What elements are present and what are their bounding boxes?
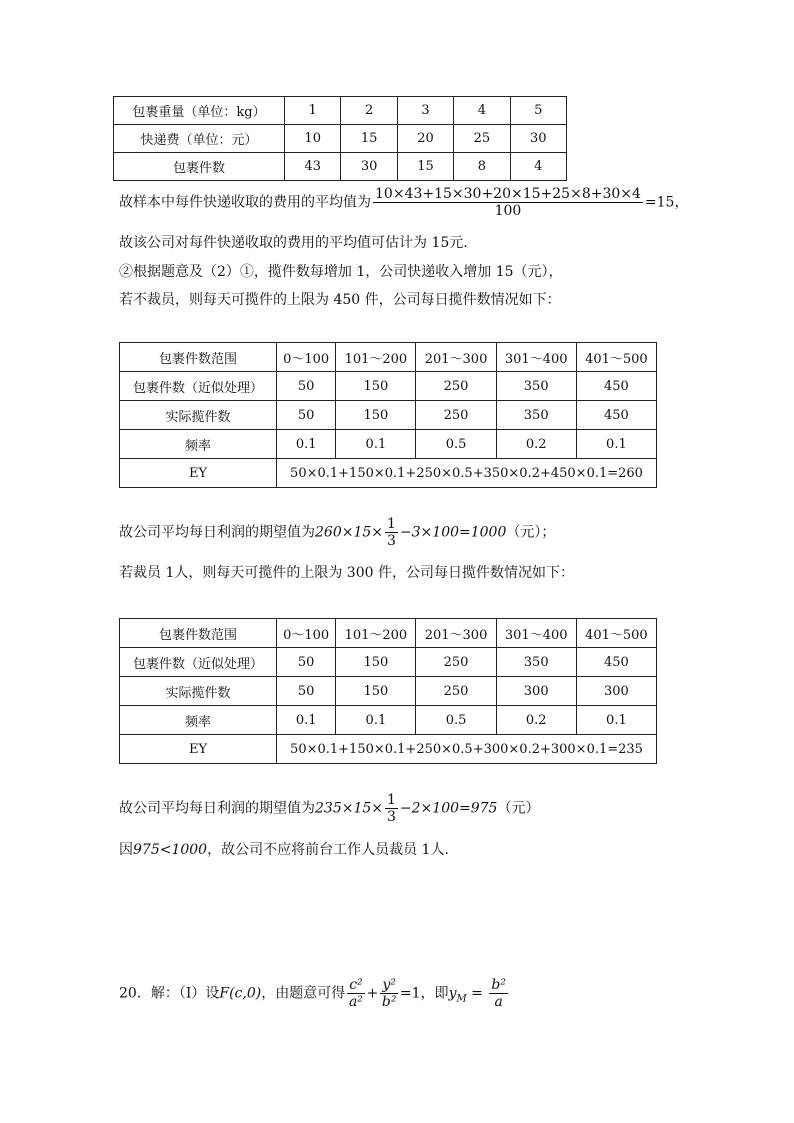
math: y bbox=[448, 985, 457, 1002]
table-cell: 350 bbox=[496, 401, 576, 430]
column-header: 包裹件数范围 bbox=[120, 343, 277, 372]
average-fee-line bbox=[119, 186, 688, 219]
table-cell: 0.1 bbox=[336, 430, 416, 459]
fraction bbox=[385, 792, 398, 825]
text: ，即 bbox=[420, 985, 449, 1002]
expectation-formula: 50×0.1+150×0.1+250×0.5+350×0.2+450×0.1=260 bbox=[277, 459, 657, 488]
fraction-numerator: 1 bbox=[387, 792, 396, 808]
math: −2×100=975 bbox=[399, 800, 498, 817]
math: 235×15× bbox=[315, 800, 383, 817]
table-cell: 25 bbox=[454, 125, 510, 153]
no-layoff-table bbox=[119, 342, 657, 488]
table-cell: 10 bbox=[285, 125, 341, 153]
text: （元）； bbox=[506, 524, 556, 541]
fraction-denominator: a² bbox=[348, 994, 363, 1010]
expected-profit-line-2 bbox=[119, 792, 539, 825]
math: =1 bbox=[399, 985, 421, 1002]
layoff-line: 若裁员 1人，则每天可揽件的上限为 300 件，公司每日揽件数情况如下： bbox=[119, 565, 574, 581]
fraction-numerator: 10×43+15×30+20×15+25×8+30×4 bbox=[375, 186, 641, 202]
table-cell: 30 bbox=[510, 125, 566, 153]
math: −3×100=1000 bbox=[399, 524, 507, 541]
table-cell: 0.1 bbox=[576, 430, 656, 459]
fraction bbox=[373, 186, 643, 219]
table-cell: 250 bbox=[416, 372, 496, 401]
row-label: 实际揽件数 bbox=[120, 677, 277, 706]
fraction-denominator: 3 bbox=[387, 809, 396, 825]
text: ，由题意可得 bbox=[261, 985, 346, 1002]
fraction-numerator: 1 bbox=[387, 516, 396, 532]
text: 故公司平均每日利润的期望值为 bbox=[119, 800, 315, 817]
table-cell: 30 bbox=[341, 153, 397, 181]
column-header: 401～500 bbox=[576, 343, 656, 372]
table-cell: 2 bbox=[341, 97, 397, 125]
table-cell: 50 bbox=[277, 372, 336, 401]
no-layoff-line: 若不裁员，则每天可揽件的上限为 450 件，公司每日揽件数情况如下： bbox=[119, 292, 561, 308]
table-cell: 4 bbox=[454, 97, 510, 125]
fraction bbox=[347, 977, 364, 1010]
text: 故公司平均每日利润的期望值为 bbox=[119, 524, 315, 541]
fraction-denominator: 3 bbox=[387, 533, 396, 549]
table-cell: 300 bbox=[496, 677, 576, 706]
column-header: 101～200 bbox=[336, 619, 416, 648]
estimate-line: 故该公司对每件快递收取的费用的平均值可估计为 15元. bbox=[119, 235, 468, 251]
table-cell: 15 bbox=[397, 153, 453, 181]
table-cell: 0.1 bbox=[336, 706, 416, 735]
table-cell: 0.2 bbox=[496, 706, 576, 735]
table-row bbox=[114, 97, 567, 125]
table-cell: 0.1 bbox=[277, 430, 336, 459]
text: 故样本中每件快递收取的费用的平均值为 bbox=[119, 194, 371, 211]
column-header: 401～500 bbox=[576, 619, 656, 648]
table-cell: 15 bbox=[341, 125, 397, 153]
fraction-denominator: a bbox=[494, 994, 503, 1010]
table-cell: 0.5 bbox=[416, 706, 496, 735]
table-cell: 250 bbox=[416, 648, 496, 677]
table-cell: 4 bbox=[510, 153, 566, 181]
table-cell: 1 bbox=[285, 97, 341, 125]
table-cell: 0.5 bbox=[416, 430, 496, 459]
row-label: 快递费（单位：元） bbox=[114, 125, 285, 153]
step-two-line: ②根据题意及（2）①，揽件数每增加 1，公司快递收入增加 15（元）， bbox=[119, 264, 563, 280]
conclusion-line bbox=[119, 840, 449, 860]
column-header: 0～100 bbox=[277, 619, 336, 648]
column-header: 201～300 bbox=[416, 619, 496, 648]
table-cell: 0.1 bbox=[576, 706, 656, 735]
expectation-row bbox=[120, 459, 657, 488]
table-row bbox=[120, 706, 657, 735]
row-label: 包裹件数 bbox=[114, 153, 285, 181]
expectation-row bbox=[120, 735, 657, 764]
weight-fee-table bbox=[113, 96, 567, 181]
text: =15， bbox=[644, 194, 689, 211]
table-cell: 150 bbox=[336, 372, 416, 401]
table-cell: 450 bbox=[576, 372, 656, 401]
math: = bbox=[466, 985, 488, 1002]
table-cell: 43 bbox=[285, 153, 341, 181]
fraction-denominator: 100 bbox=[494, 203, 522, 219]
table-cell: 350 bbox=[496, 372, 576, 401]
table-cell: 250 bbox=[416, 677, 496, 706]
table-cell: 150 bbox=[336, 677, 416, 706]
text: （元） bbox=[497, 800, 540, 817]
fraction-denominator: b² bbox=[381, 994, 397, 1010]
math: F(c,0) bbox=[219, 985, 262, 1002]
table-cell: 8 bbox=[454, 153, 510, 181]
math: + bbox=[366, 985, 379, 1002]
expectation-formula: 50×0.1+150×0.1+250×0.5+300×0.2+300×0.1=235 bbox=[277, 735, 657, 764]
table-cell: 150 bbox=[336, 401, 416, 430]
table-cell: 20 bbox=[397, 125, 453, 153]
column-header: 包裹件数范围 bbox=[120, 619, 277, 648]
table-row bbox=[120, 677, 657, 706]
table-row bbox=[120, 401, 657, 430]
table-cell: 0.1 bbox=[277, 706, 336, 735]
table-cell: 3 bbox=[397, 97, 453, 125]
fraction-numerator: b² bbox=[491, 977, 506, 993]
table-cell: 250 bbox=[416, 401, 496, 430]
row-label: EY bbox=[120, 459, 277, 488]
column-header: 301～400 bbox=[496, 619, 576, 648]
table-cell: 0.2 bbox=[496, 430, 576, 459]
table-row bbox=[114, 153, 567, 181]
table-cell: 350 bbox=[496, 648, 576, 677]
math: 975<1000 bbox=[133, 842, 208, 858]
column-header: 301～400 bbox=[496, 343, 576, 372]
table-cell: 50 bbox=[277, 677, 336, 706]
text: 20．解：（I）设 bbox=[119, 985, 220, 1002]
math: 260×15× bbox=[315, 524, 383, 541]
table-row bbox=[120, 372, 657, 401]
expected-profit-line-1 bbox=[119, 516, 555, 549]
text: 因 bbox=[119, 842, 133, 858]
fraction-numerator: c² bbox=[349, 977, 363, 993]
fraction bbox=[385, 516, 398, 549]
row-label: 频率 bbox=[120, 706, 277, 735]
table-cell: 300 bbox=[576, 677, 656, 706]
table-cell: 150 bbox=[336, 648, 416, 677]
row-label: 包裹重量（单位：kg） bbox=[114, 97, 285, 125]
column-header: 0～100 bbox=[277, 343, 336, 372]
table-cell: 50 bbox=[277, 648, 336, 677]
column-header: 201～300 bbox=[416, 343, 496, 372]
layoff-table bbox=[119, 618, 657, 764]
row-label: 频率 bbox=[120, 430, 277, 459]
table-cell: 50 bbox=[277, 401, 336, 430]
table-row bbox=[120, 648, 657, 677]
fraction bbox=[380, 977, 398, 1010]
table-header-row bbox=[120, 619, 657, 648]
table-row bbox=[114, 125, 567, 153]
table-header-row bbox=[120, 343, 657, 372]
table-row bbox=[120, 430, 657, 459]
fraction bbox=[489, 977, 508, 1010]
column-header: 101～200 bbox=[336, 343, 416, 372]
row-label: EY bbox=[120, 735, 277, 764]
row-label: 包裹件数（近似处理） bbox=[120, 648, 277, 677]
text: ，故公司不应将前台工作人员裁员 1人. bbox=[207, 842, 449, 858]
problem-20-line bbox=[119, 977, 510, 1010]
row-label: 包裹件数（近似处理） bbox=[120, 372, 277, 401]
table-cell: 5 bbox=[510, 97, 566, 125]
table-cell: 450 bbox=[576, 401, 656, 430]
row-label: 实际揽件数 bbox=[120, 401, 277, 430]
table-cell: 450 bbox=[576, 648, 656, 677]
subscript: M bbox=[456, 993, 467, 1005]
fraction-numerator: y² bbox=[382, 977, 396, 993]
